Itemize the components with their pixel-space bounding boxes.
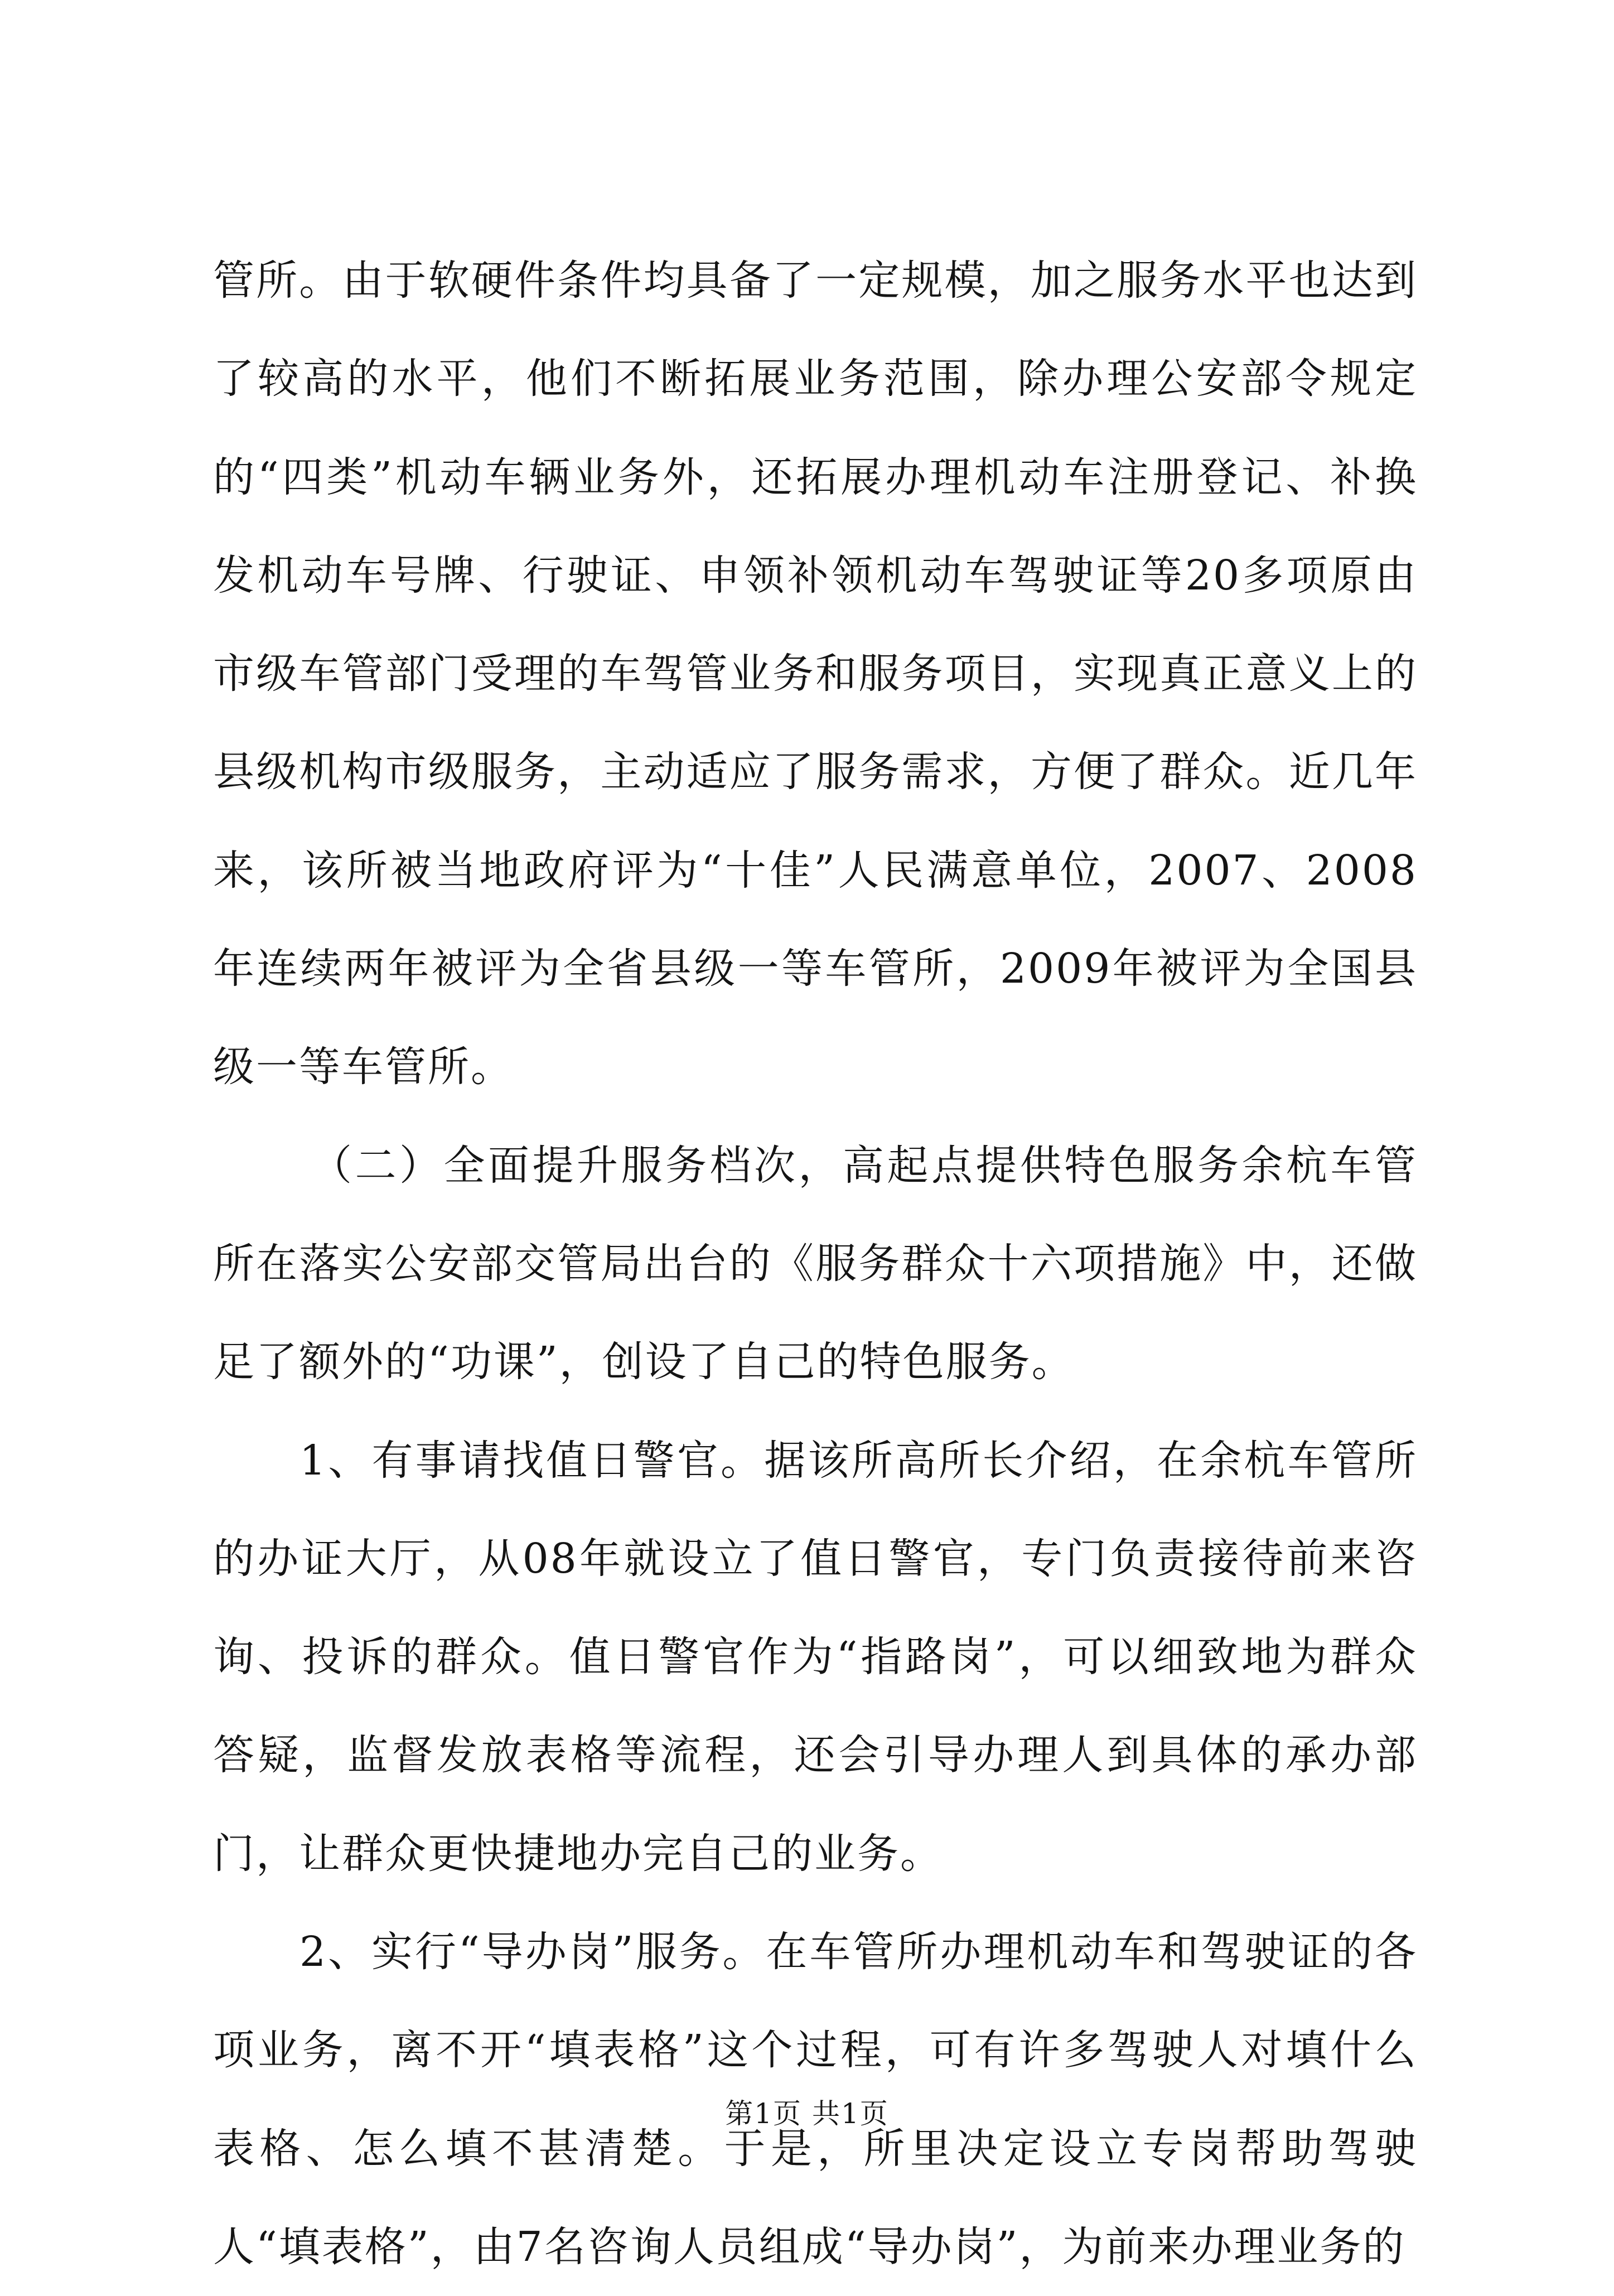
paragraph-continuation: 管所。由于软硬件条件均具备了一定规模，加之服务水平也达到了较高的水平，他们不断拓展业务范围，除办理公安部令规定的“四类”机动车辆业务外，还拓展办理机动车注册登记、补换发机动车号牌、行驶证、申领补领机动车驾驶证等20多项原由市级车管部门受理的车驾管业务和服务项目，实现真正意义上的县级机构市级服务，主动适应了服务需求，方便了群众。近几年来，该所被当地政府评为“十佳”人民满意单位，2007、2008年连续两年被评为全省县级一等车管所，2009年被评为全国县级一等车管所。 — [213, 257, 1418, 1091]
paragraph-item-one: 1、有事请找值日警官。据该所高所长介绍，在余杭车管所的办证大厅，从08年就设立了值日警官，专门负责接待前来咨询、投诉的群众。值日警官作为“指路岗”，可以细致地为群众答疑，监督发放表格等流程，还会引导办理人到具体的承办部门，让群众更快捷地办完自己的业务。 — [213, 1436, 1418, 1878]
paragraph-item-two: 2、实行“导办岗”服务。在车管所办理机动车和驾驶证的各项业务，离不开“填表格”这个过程，可有许多驾驶人对填什么表格、怎么填不甚清楚。于是，所里决定设立专岗帮助驾驶人“填表格”，由7名咨询人员组成“导办岗”，为前来办理业务的 — [213, 1928, 1418, 2271]
document-body — [213, 231, 1418, 2296]
paragraph-section-two: （二）全面提升服务档次，高起点提供特色服务余杭车管所在落实公安部交管局出台的《服务群众十六项措施》中，还做足了额外的“功课”，创设了自己的特色服务。 — [213, 1141, 1418, 1386]
page-footer: 第1页 共1页 — [725, 2097, 889, 2130]
